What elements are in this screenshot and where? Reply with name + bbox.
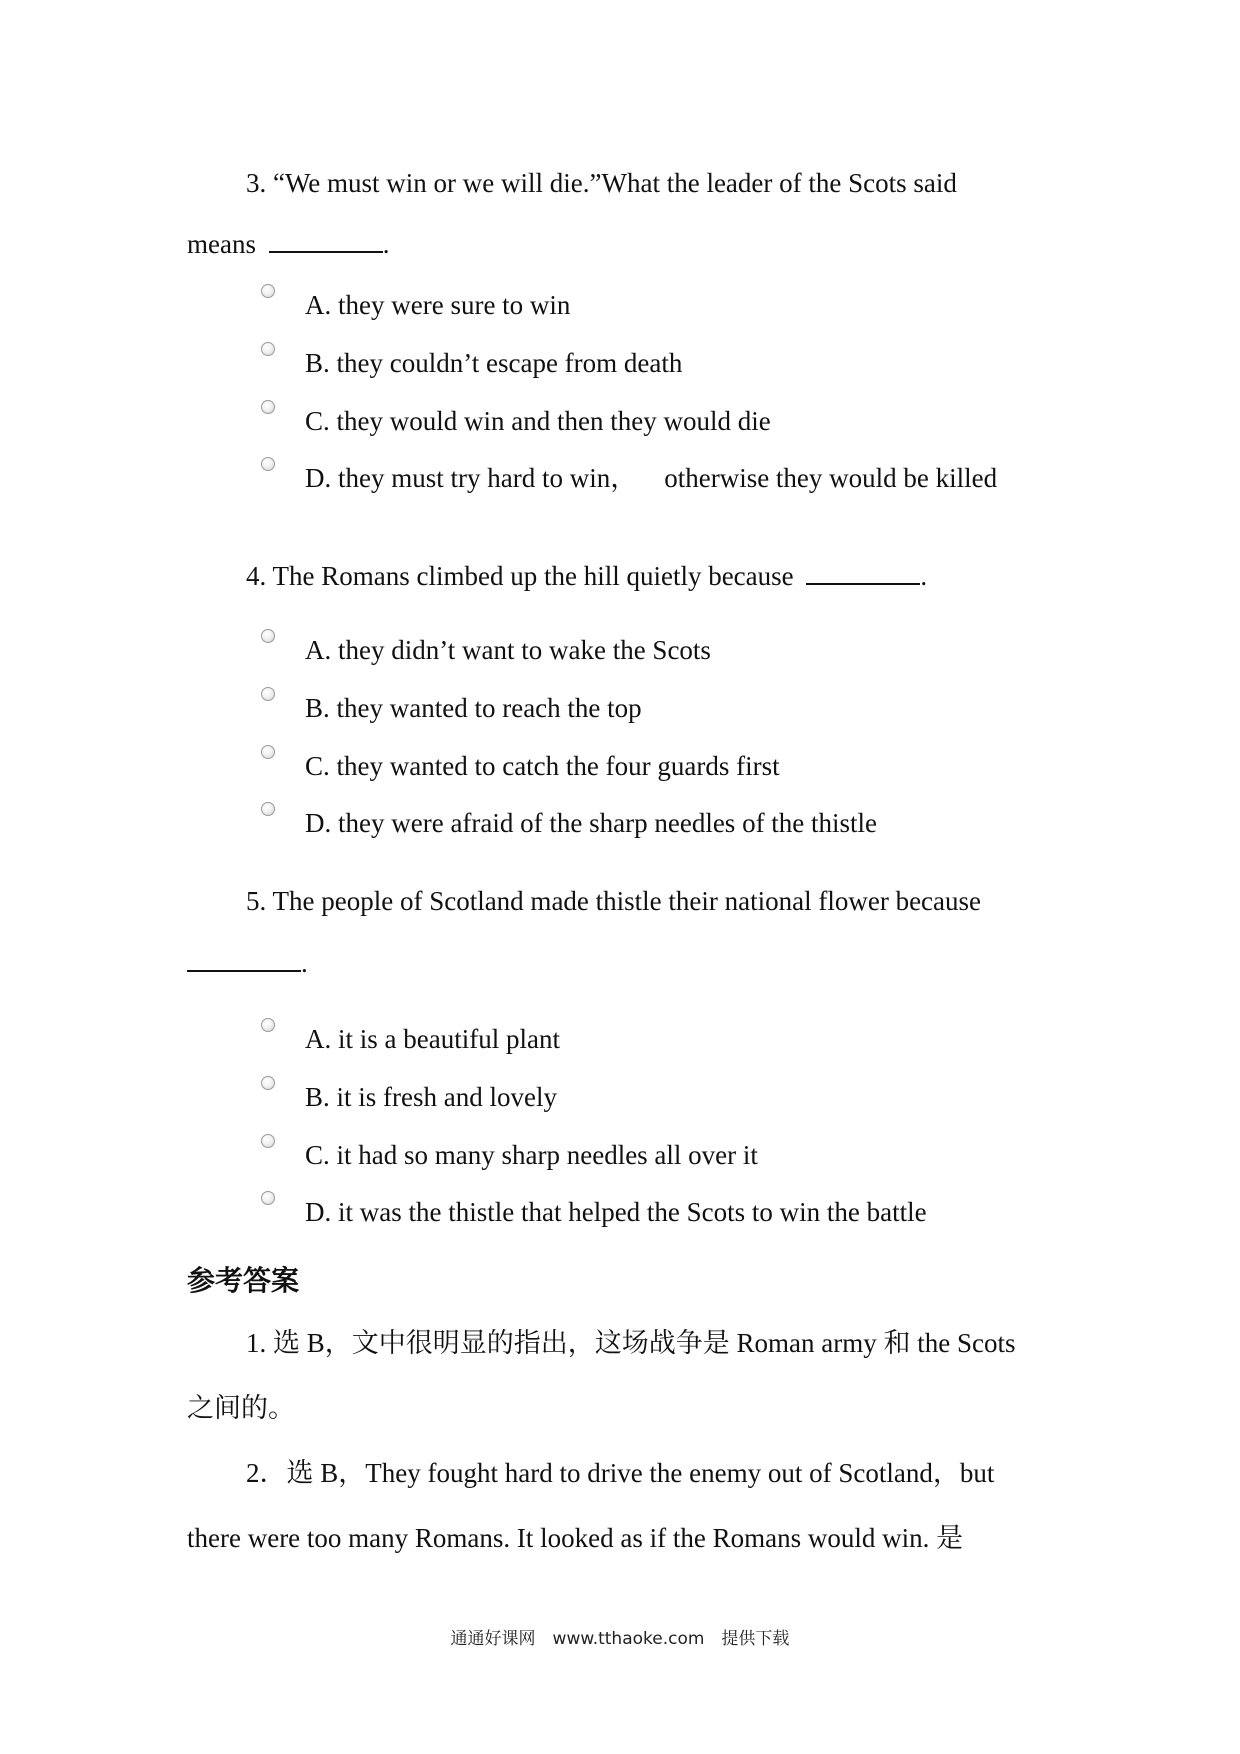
radio-button-icon[interactable] xyxy=(261,342,275,356)
question-5-stem-continued: . xyxy=(187,946,308,980)
answer-blank xyxy=(269,251,383,253)
answers-heading: 参考答案 xyxy=(187,1264,300,1297)
radio-button-icon[interactable] xyxy=(261,1191,275,1205)
question-4-stem: 4. The Romans climbed up the hill quietly because . xyxy=(246,561,928,591)
answer-2-continued: there were too many Romans. It looked as if the Romans would win. 是 xyxy=(187,1523,964,1553)
answer-1: 1. 选 B，文中很明显的指出，这场战争是 Roman army 和 the Scots xyxy=(246,1328,1016,1358)
radio-button-icon[interactable] xyxy=(261,802,275,816)
document-page: 3. “We must win or we will die.”What the leader of the Scots said means . A. they were sure to win B. they couldn’t escape from death C. they would win and then they would die D. they must try hard to win， otherwise they would be killed 4. The Romans climbed up the hill quietly because . A. they didn’t want to wake the Scots B. they wanted to reach the top C. they wanted to catch the four guards first D. they were afraid of the sharp needles of the thistle 5. The people of Scotland made thistle their national flower because . A. it is a beautiful plant B. it is fresh and lovely C. it had so many sharp needles all over it D. it was the thistle that helped the Scots to win the battle 参考答案 1. 选 B，文中很明显的指出，这场战争是 Roman army 和 the Scots 之间的。 2．选 B，They fought hard to drive the enemy out of Scotland，but there were too many Romans. It looked as if the Romans would win. 是 通通好课网 www.tthaoke.com 提供下载 xyxy=(0,0,1240,1754)
radio-button-icon[interactable] xyxy=(261,457,275,471)
question-5-stem: 5. The people of Scotland made thistle their national flower because xyxy=(246,886,982,916)
question-3-stem-continued: means . xyxy=(187,229,390,259)
radio-button-icon[interactable] xyxy=(261,284,275,298)
answer-2: 2．选 B，They fought hard to drive the enemy out of Scotland，but xyxy=(246,1458,995,1488)
answer-blank xyxy=(187,970,301,972)
radio-button-icon[interactable] xyxy=(261,1018,275,1032)
radio-button-icon[interactable] xyxy=(261,629,275,643)
page-footer: 通通好课网 www.tthaoke.com 提供下载 xyxy=(450,1629,790,1649)
radio-button-icon[interactable] xyxy=(261,745,275,759)
radio-button-icon[interactable] xyxy=(261,1076,275,1090)
radio-button-icon[interactable] xyxy=(261,687,275,701)
answer-blank xyxy=(806,583,920,585)
radio-button-icon[interactable] xyxy=(261,400,275,414)
answer-1-continued: 之间的。 xyxy=(187,1393,295,1423)
radio-button-icon[interactable] xyxy=(261,1134,275,1148)
question-3-stem: 3. “We must win or we will die.”What the leader of the Scots said xyxy=(246,168,957,198)
